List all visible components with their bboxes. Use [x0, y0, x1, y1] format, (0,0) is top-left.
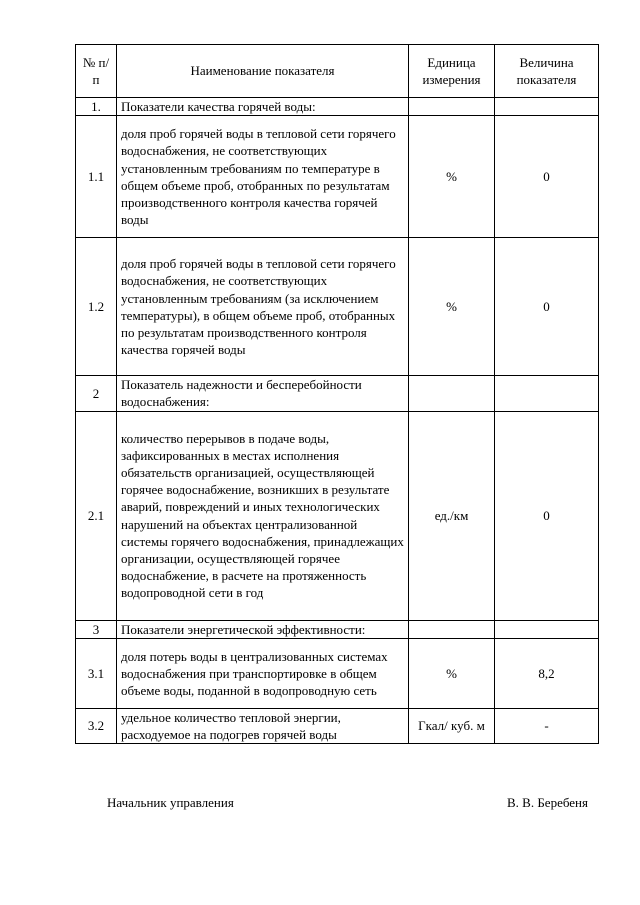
row-value: 0	[495, 116, 599, 238]
row-value	[495, 620, 599, 638]
row-unit	[409, 376, 495, 411]
row-value: 0	[495, 238, 599, 376]
table-row	[76, 620, 599, 638]
table-header-row	[76, 45, 599, 98]
row-num: 2	[76, 376, 117, 411]
row-name: количество перерывов в подаче воды, зафиксированных в местах исполнения обязательств организацией, осуществляющей горячее водоснабжение, возникших в результате аварий, повреждений и иных технологических нарушений на объектах централизованной системы горячего водоснабжения, принадлежащих организации, осуществляющей горячее водоснабжение, в расчете на протяженность водопроводной сети в год	[117, 411, 409, 620]
header-name: Наименование показателя	[117, 45, 409, 98]
row-value: 0	[495, 411, 599, 620]
row-value	[495, 98, 599, 116]
signer-position: Начальник управления	[107, 795, 234, 810]
row-num: 1.1	[76, 116, 117, 238]
row-num: 1.2	[76, 238, 117, 376]
table-row	[76, 708, 599, 743]
row-value	[495, 376, 599, 411]
row-num: 3.1	[76, 638, 117, 708]
row-num: 3.2	[76, 708, 117, 743]
row-unit: Гкал/ куб. м	[409, 708, 495, 743]
row-value: 8,2	[495, 638, 599, 708]
row-num: 1.	[76, 98, 117, 116]
table-row	[76, 98, 599, 116]
row-name: Показатели энергетической эффективности:	[117, 620, 409, 638]
table-row	[76, 116, 599, 238]
row-unit	[409, 98, 495, 116]
row-num: 3	[76, 620, 117, 638]
row-unit: %	[409, 238, 495, 376]
row-unit: %	[409, 638, 495, 708]
row-name: доля проб горячей воды в тепловой сети горячего водоснабжения, не соответствующих установленным требованиям по температуре в общем объеме проб, отобранных по результатам производственного контроля качества горячей воды	[117, 116, 409, 238]
row-unit: %	[409, 116, 495, 238]
table-row	[76, 376, 599, 411]
row-unit: ед./км	[409, 411, 495, 620]
table-row	[76, 638, 599, 708]
row-num: 2.1	[76, 411, 117, 620]
row-name: Показатели качества горячей воды:	[117, 98, 409, 116]
header-value: Величина показателя	[495, 45, 599, 98]
indicators-table	[75, 44, 599, 744]
header-num: № п/п	[76, 45, 117, 98]
header-unit: Единица измерения	[409, 45, 495, 98]
table-row	[76, 411, 599, 620]
signer-name: В. В. Беребеня	[507, 795, 588, 810]
row-name: доля проб горячей воды в тепловой сети горячего водоснабжения, не соответствующих установленным требованиям (за исключением температуры), в общем объеме проб, отобранных по результатам производственного контроля качества горячей воды	[117, 238, 409, 376]
row-name: Показатель надежности и бесперебойности водоснабжения:	[117, 376, 409, 411]
table-row	[76, 238, 599, 376]
row-value: -	[495, 708, 599, 743]
row-unit	[409, 620, 495, 638]
row-name: удельное количество тепловой энергии, расходуемое на подогрев горячей воды	[117, 708, 409, 743]
row-name: доля потерь воды в централизованных системах водоснабжения при транспортировке в общем объеме воды, поданной в водопроводную сеть	[117, 638, 409, 708]
